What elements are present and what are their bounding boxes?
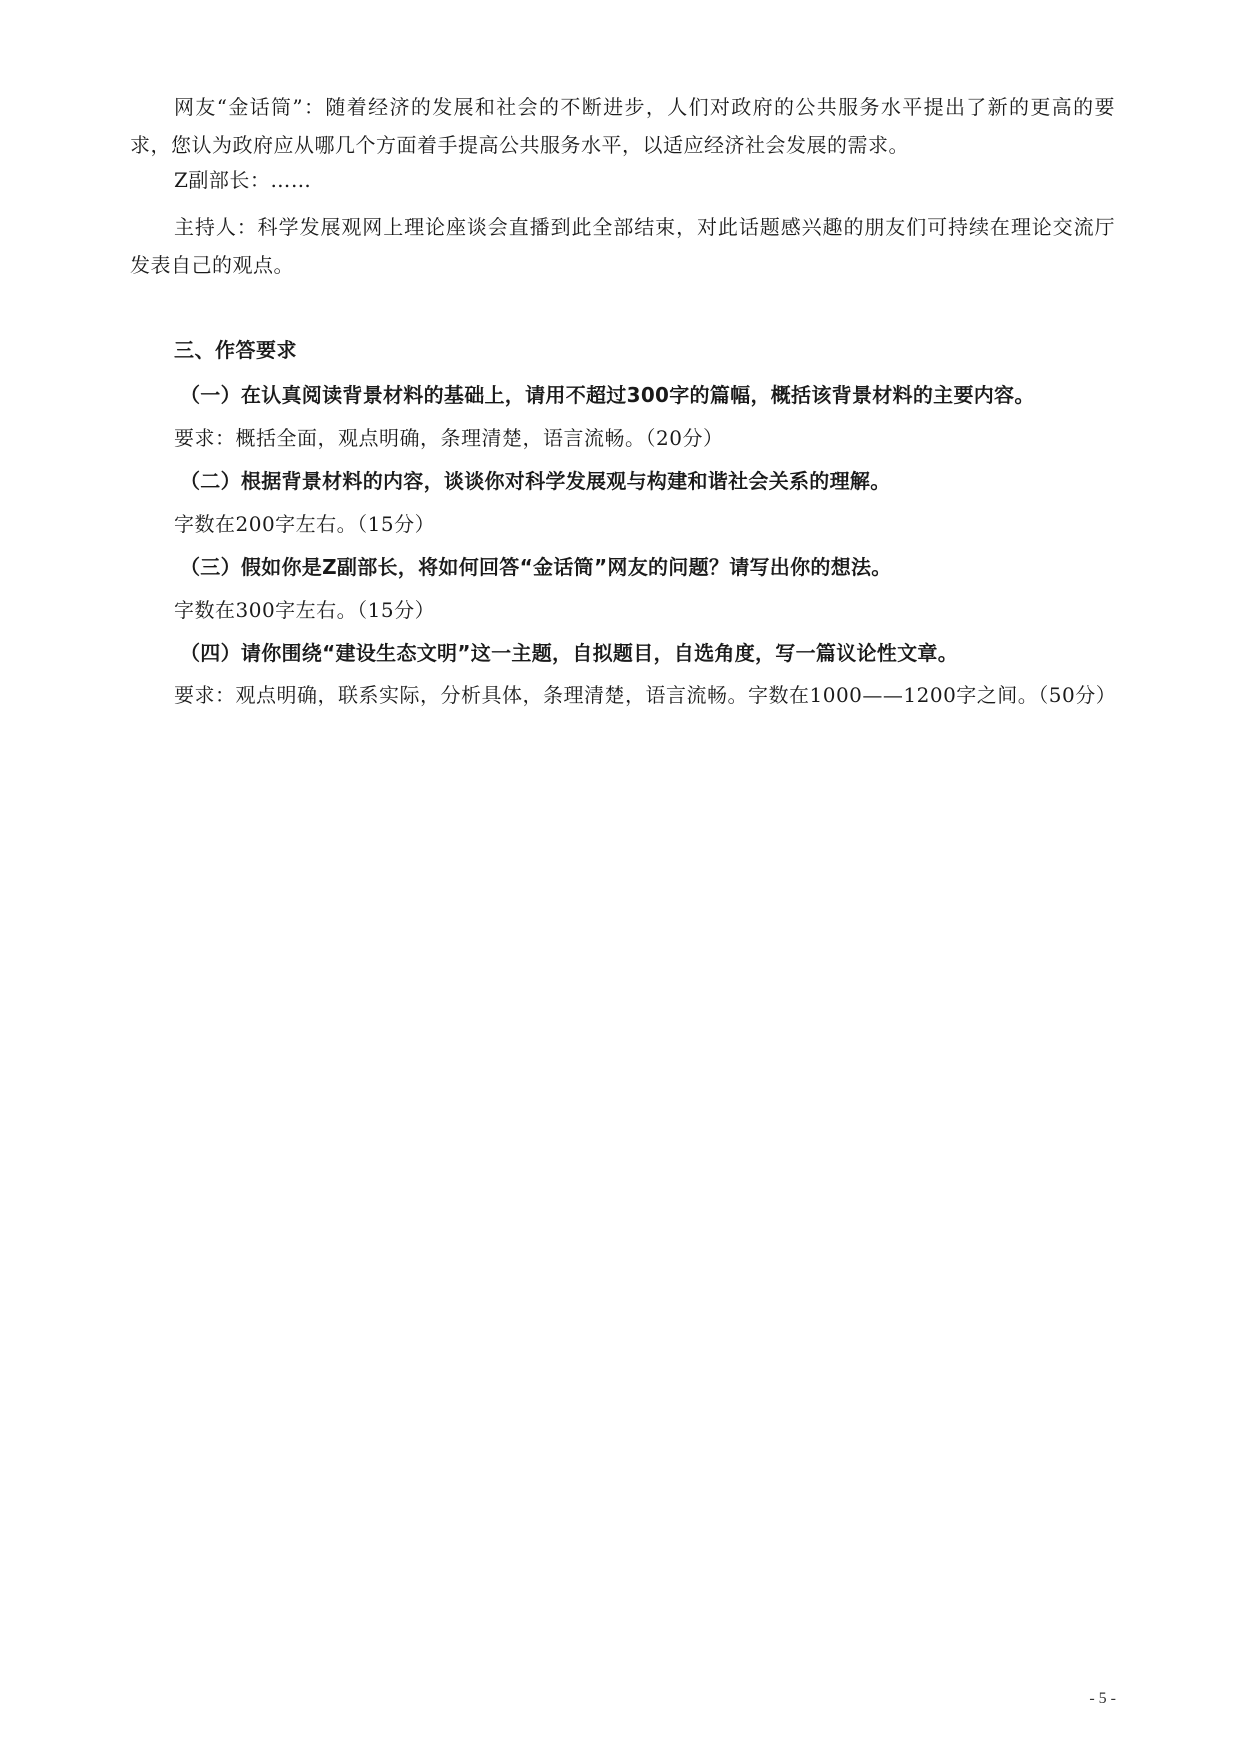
question-2-requirement: 字数在200字左右。（15分） bbox=[174, 512, 436, 536]
section-heading: 三、作答要求 bbox=[174, 338, 297, 362]
question-3-requirement: 字数在300字左右。（15分） bbox=[174, 598, 436, 622]
question-1-requirement: 要求：概括全面，观点明确，条理清楚，语言流畅。（20分） bbox=[174, 426, 724, 450]
z-response-line: Z副部长：…… bbox=[174, 168, 312, 192]
question-4-requirement: 要求：观点明确，联系实际，分析具体，条理清楚，语言流畅。字数在1000——1200字之间。（50分） bbox=[174, 683, 1117, 707]
question-3-title: （三）假如你是Z副部长，将如何回答“金话筒”网友的问题？请写出你的想法。 bbox=[180, 555, 892, 579]
question-2-title: （二）根据背景材料的内容，谈谈你对科学发展观与构建和谐社会关系的理解。 bbox=[180, 469, 891, 493]
question-4-title: （四）请你围绕“建设生态文明”这一主题，自拟题目，自选角度，写一篇议论性文章。 bbox=[180, 641, 958, 665]
netizen-question-paragraph: 网友“金话筒”：随着经济的发展和社会的不断进步，人们对政府的公共服务水平提出了新的更高的要求，您认为政府应从哪几个方面着手提高公共服务水平，以适应经济社会发展的需求。 bbox=[130, 95, 1115, 157]
page-number: - 5 - bbox=[1089, 1690, 1116, 1707]
question-1-title: （一）在认真阅读背景材料的基础上，请用不超过300字的篇幅，概括该背景材料的主要内容。 bbox=[180, 383, 1035, 407]
host-closing-paragraph: 主持人：科学发展观网上理论座谈会直播到此全部结束，对此话题感兴趣的朋友们可持续在理论交流厅发表自己的观点。 bbox=[130, 215, 1115, 277]
